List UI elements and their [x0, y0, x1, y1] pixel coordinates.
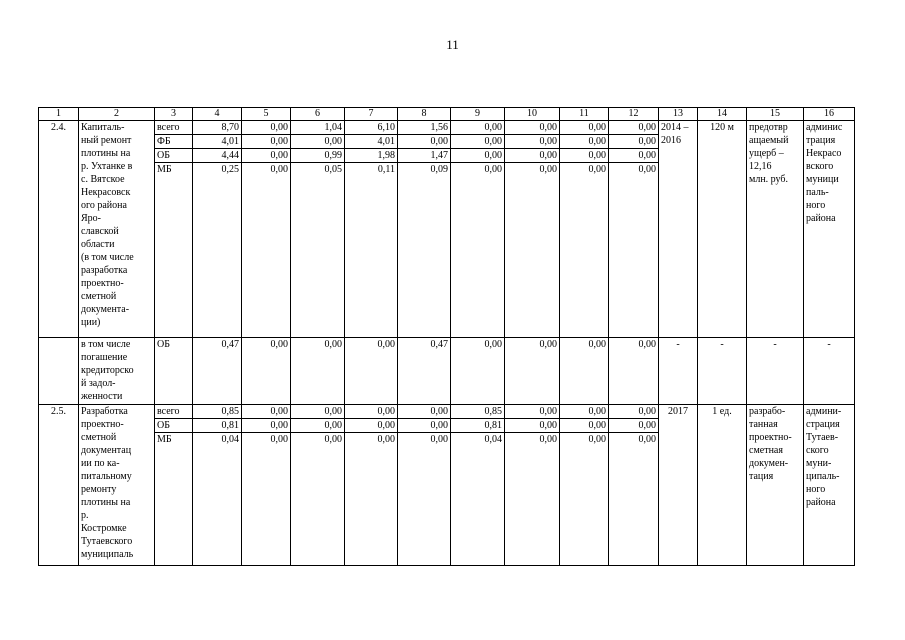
- amount-cell: 0,00: [291, 135, 345, 149]
- table-row: [39, 338, 855, 405]
- cell-line: района: [806, 213, 836, 224]
- amount-cell: 0,00: [609, 135, 659, 149]
- cell-line: трация: [806, 135, 836, 146]
- funding-source: всего: [155, 121, 193, 135]
- cell-line: админис: [806, 122, 843, 133]
- amount-cell: 0,00: [242, 419, 291, 433]
- amount-cell: 0,25: [193, 163, 242, 338]
- cell-line: Яро-: [81, 213, 101, 224]
- cell-line: Тутаев-: [806, 432, 839, 443]
- cell-line: ный ремонт: [81, 135, 132, 146]
- result-cell: [747, 121, 804, 338]
- cell-line: документа-: [81, 304, 130, 315]
- cell-line: р. Ухтанке в: [81, 161, 133, 172]
- cell-line: (в том числе: [81, 252, 134, 263]
- cell-line: разработка: [81, 265, 128, 276]
- column-header-1: 1: [39, 108, 79, 121]
- amount-cell: 0,00: [242, 121, 291, 135]
- measure-name: [79, 121, 155, 338]
- cell-line: й задол-: [81, 378, 116, 389]
- funding-source: МБ: [155, 163, 193, 338]
- amount-cell: 0,00: [451, 121, 505, 135]
- amount-cell: 0,00: [505, 419, 560, 433]
- amount-cell: 0,00: [505, 135, 560, 149]
- cell-line: Разработка: [81, 406, 128, 417]
- amount-cell: 0,00: [505, 405, 560, 419]
- period-cell: 2017: [659, 405, 698, 566]
- amount-cell: 4,44: [193, 149, 242, 163]
- amount-cell: 1,47: [398, 149, 451, 163]
- column-header-14: 14: [698, 108, 747, 121]
- amount-cell: 0,00: [560, 338, 609, 405]
- row-code: [39, 338, 79, 405]
- amount-cell: 0,00: [505, 149, 560, 163]
- cell-line: района: [806, 497, 836, 508]
- amount-cell: 0,00: [291, 433, 345, 566]
- volume-cell: -: [698, 338, 747, 405]
- cell-line: вского: [806, 161, 834, 172]
- result-cell: -: [747, 338, 804, 405]
- column-header-15: 15: [747, 108, 804, 121]
- period-cell: -: [659, 338, 698, 405]
- cell-line: плотины на: [81, 148, 131, 159]
- amount-cell: 0,00: [242, 163, 291, 338]
- cell-line: докумен-: [749, 458, 789, 469]
- amount-cell: 0,00: [451, 149, 505, 163]
- column-header-10: 10: [505, 108, 560, 121]
- cell-line: женности: [81, 391, 123, 402]
- column-header-13: 13: [659, 108, 698, 121]
- cell-line: паль-: [806, 187, 829, 198]
- amount-cell: 0,00: [505, 433, 560, 566]
- amount-cell: 0,00: [609, 338, 659, 405]
- cell-line: муници: [806, 174, 839, 185]
- amount-cell: 0,00: [609, 433, 659, 566]
- amount-cell: 4,01: [345, 135, 398, 149]
- column-header-11: 11: [560, 108, 609, 121]
- amount-cell: 0,00: [505, 163, 560, 338]
- amount-cell: 0,09: [398, 163, 451, 338]
- amount-cell: 0,00: [609, 121, 659, 135]
- column-header-6: 6: [291, 108, 345, 121]
- amount-cell: 0,00: [609, 419, 659, 433]
- amount-cell: 8,70: [193, 121, 242, 135]
- cell-line: области: [81, 239, 115, 250]
- cell-line: ии по ка-: [81, 458, 120, 469]
- amount-cell: 0,00: [345, 419, 398, 433]
- cell-line: питальному: [81, 471, 132, 482]
- amount-cell: 0,00: [242, 433, 291, 566]
- table-row: [39, 405, 855, 419]
- funding-source: всего: [155, 405, 193, 419]
- funding-source: ФБ: [155, 135, 193, 149]
- amount-cell: 0,00: [242, 338, 291, 405]
- amount-cell: 0,00: [451, 163, 505, 338]
- amount-cell: 0,00: [560, 149, 609, 163]
- cell-line: славской: [81, 226, 119, 237]
- funding-source: МБ: [155, 433, 193, 566]
- amount-cell: 0,00: [242, 405, 291, 419]
- cell-line: 2014 –: [661, 122, 689, 133]
- cell-line: проектно-: [749, 432, 792, 443]
- cell-line: муни-: [806, 458, 832, 469]
- amount-cell: 0,00: [560, 419, 609, 433]
- cell-line: документац: [81, 445, 132, 456]
- funding-source: ОБ: [155, 338, 193, 405]
- cell-line: ого района: [81, 200, 127, 211]
- measure-name: [79, 405, 155, 566]
- amount-cell: 0,00: [291, 405, 345, 419]
- executor-cell: [804, 405, 855, 566]
- cell-line: ащаемый: [749, 135, 789, 146]
- cell-line: с. Вятское: [81, 174, 125, 185]
- amount-cell: 0,00: [398, 135, 451, 149]
- column-header-4: 4: [193, 108, 242, 121]
- cell-line: сметная: [749, 445, 783, 456]
- cell-line: кредиторско: [81, 365, 134, 376]
- amount-cell: 0,04: [193, 433, 242, 566]
- cell-line: тация: [749, 471, 774, 482]
- amount-cell: 0,04: [451, 433, 505, 566]
- amount-cell: 0,47: [193, 338, 242, 405]
- cell-line: админи-: [806, 406, 842, 417]
- amount-cell: 0,00: [505, 338, 560, 405]
- amount-cell: 0,05: [291, 163, 345, 338]
- amount-cell: 0,00: [398, 419, 451, 433]
- cell-line: Некрасо: [806, 148, 842, 159]
- table-row: [39, 121, 855, 135]
- column-header-5: 5: [242, 108, 291, 121]
- volume-cell: 1 ед.: [698, 405, 747, 566]
- amount-cell: 4,01: [193, 135, 242, 149]
- amount-cell: 0,00: [560, 405, 609, 419]
- cell-line: Костромке: [81, 523, 127, 534]
- amount-cell: 0,00: [560, 433, 609, 566]
- amount-cell: 0,00: [398, 405, 451, 419]
- row-code: 2.5.: [39, 405, 79, 566]
- amount-cell: 1,98: [345, 149, 398, 163]
- cell-line: ципаль-: [806, 471, 840, 482]
- cell-line: муниципаль: [81, 549, 134, 560]
- amount-cell: 0,81: [193, 419, 242, 433]
- cell-line: Капиталь-: [81, 122, 125, 133]
- amount-cell: 0,00: [609, 149, 659, 163]
- result-cell: [747, 405, 804, 566]
- cell-line: страция: [806, 419, 840, 430]
- amount-cell: 0,00: [451, 135, 505, 149]
- amount-cell: 0,85: [451, 405, 505, 419]
- measure-name: [79, 338, 155, 405]
- amount-cell: 0,00: [291, 419, 345, 433]
- column-header-8: 8: [398, 108, 451, 121]
- header-row: [39, 108, 855, 121]
- amount-cell: 0,00: [505, 121, 560, 135]
- cell-line: предотвр: [749, 122, 788, 133]
- cell-line: танная: [749, 419, 778, 430]
- amount-cell: 0,11: [345, 163, 398, 338]
- cell-line: сметной: [81, 291, 117, 302]
- cell-line: 2016: [661, 135, 681, 146]
- funding-source: ОБ: [155, 419, 193, 433]
- cell-line: проектно-: [81, 278, 124, 289]
- amount-cell: 0,00: [345, 433, 398, 566]
- column-header-2: 2: [79, 108, 155, 121]
- amount-cell: 0,00: [242, 135, 291, 149]
- cell-line: 12,16: [749, 161, 772, 172]
- amount-cell: 0,00: [609, 163, 659, 338]
- cell-line: Некрасовск: [81, 187, 131, 198]
- amount-cell: 0,81: [451, 419, 505, 433]
- cell-line: плотины на: [81, 497, 131, 508]
- cell-line: погашение: [81, 352, 128, 363]
- column-header-7: 7: [345, 108, 398, 121]
- funding-source: ОБ: [155, 149, 193, 163]
- cell-line: ремонту: [81, 484, 117, 495]
- amount-cell: 0,47: [398, 338, 451, 405]
- cell-line: млн. руб.: [749, 174, 788, 185]
- amount-cell: 0,99: [291, 149, 345, 163]
- amount-cell: 1,04: [291, 121, 345, 135]
- cell-line: ного: [806, 484, 826, 495]
- amount-cell: 0,00: [242, 149, 291, 163]
- column-header-16: 16: [804, 108, 855, 121]
- column-header-3: 3: [155, 108, 193, 121]
- executor-cell: -: [804, 338, 855, 405]
- cell-line: в том числе: [81, 339, 131, 350]
- cell-line: ущерб –: [749, 148, 784, 159]
- cell-line: сметной: [81, 432, 117, 443]
- amount-cell: 0,00: [560, 163, 609, 338]
- amount-cell: 0,00: [345, 405, 398, 419]
- amount-cell: 0,00: [451, 338, 505, 405]
- amount-cell: 1,56: [398, 121, 451, 135]
- amount-cell: 0,00: [291, 338, 345, 405]
- cell-line: ного: [806, 200, 826, 211]
- amount-cell: 0,00: [398, 433, 451, 566]
- period-cell: [659, 121, 698, 338]
- amount-cell: 0,00: [560, 121, 609, 135]
- cell-line: проектно-: [81, 419, 124, 430]
- row-code: 2.4.: [39, 121, 79, 338]
- amount-cell: 0,00: [345, 338, 398, 405]
- amount-cell: 0,00: [560, 135, 609, 149]
- amount-cell: 0,85: [193, 405, 242, 419]
- column-header-9: 9: [451, 108, 505, 121]
- cell-line: ции): [81, 317, 101, 328]
- amount-cell: 6,10: [345, 121, 398, 135]
- cell-line: разрабо-: [749, 406, 786, 417]
- amount-cell: 0,00: [609, 405, 659, 419]
- cell-line: Тутаевского: [81, 536, 133, 547]
- page-number: 11: [446, 37, 459, 52]
- program-table: [38, 107, 855, 566]
- cell-line: р.: [81, 510, 89, 521]
- column-header-12: 12: [609, 108, 659, 121]
- executor-cell: [804, 121, 855, 338]
- volume-cell: 120 м: [698, 121, 747, 338]
- cell-line: ского: [806, 445, 829, 456]
